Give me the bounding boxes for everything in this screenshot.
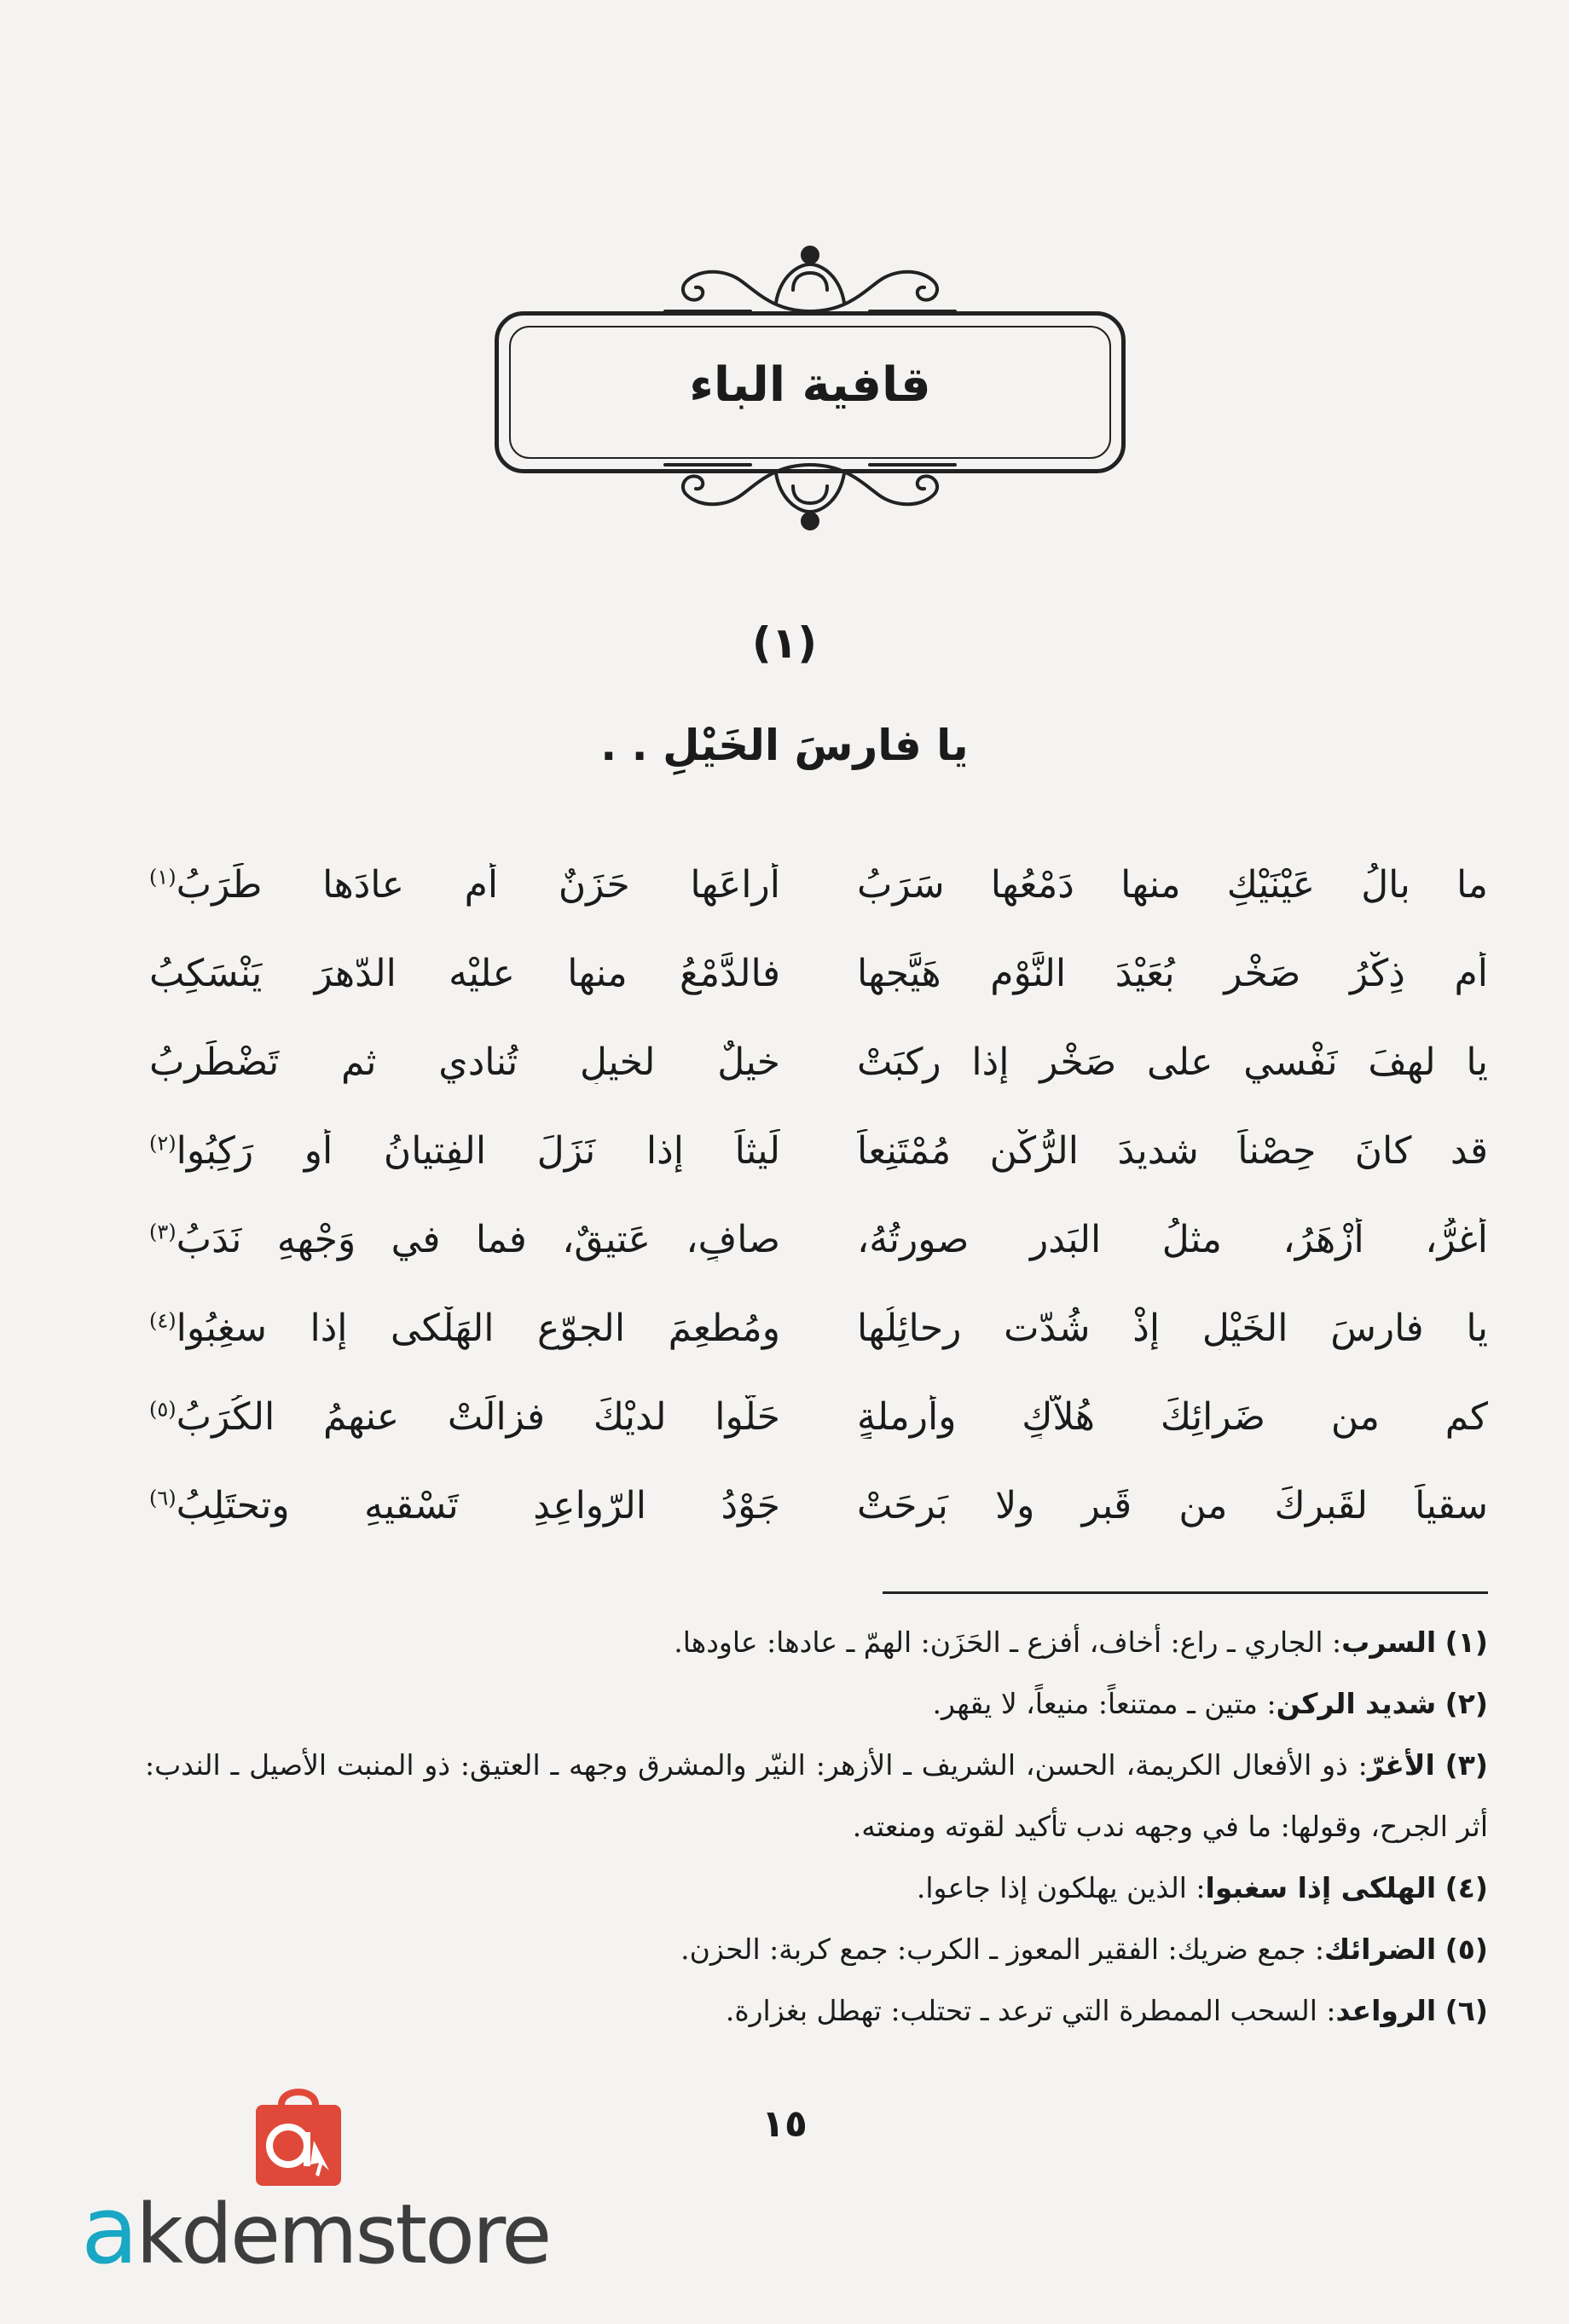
page-number: ١٥ <box>761 2102 808 2146</box>
chapter-title-frame <box>495 311 1126 473</box>
verse-first-hemistich: يا فارسَ الخَيْلِ إذْ شُدّت رحائِلُها <box>857 1306 1488 1350</box>
footnote: (٦) الرواعد: السحب الممطرة التي ترعد ـ تحتلب: تهطل بغزارة. <box>725 1994 1488 2027</box>
verse <box>149 840 1488 929</box>
footnote-ref: (٥) <box>149 1396 177 1421</box>
footnote: (٢) شديد الركن: متين ـ ممتنعاً: منيعاً، لا يقهر. <box>932 1687 1488 1720</box>
verse-first-hemistich: سقياً لقَبرِكَ من قَبرٍ ولا بَرِحَتْ <box>857 1483 1488 1527</box>
title-ornament-bottom-icon <box>648 456 972 533</box>
footnote-divider <box>883 1591 1488 1594</box>
poem-number: (١) <box>751 618 818 668</box>
footnote-ref: (٦) <box>149 1485 177 1510</box>
verse-first-hemistich: قد كانَ حِصْناً شديدَ الرُّكْنِ مُمْتَنِعاً <box>857 1128 1488 1173</box>
footnote-ref: (٢) <box>149 1130 177 1155</box>
verse <box>149 1372 1488 1461</box>
verse-second-hemistich: جَوْدُ الرّواعِدِ تَسْقيهِ وتحتَلِبُ$^{(٦)}$ <box>149 1483 780 1527</box>
verse-first-hemistich: يا لهفَ نَفْسي على صَخْرٍ إذا ركبَتْ <box>857 1040 1488 1084</box>
footnote-term: السرب <box>1341 1626 1437 1659</box>
store-watermark: akdemstore <box>81 2176 550 2285</box>
footnote-term: الرواعد <box>1335 1994 1437 2027</box>
footnote-term: الهلكى إذا سغبوا <box>1205 1871 1437 1904</box>
verse-first-hemistich: أغرُّ، أزْهَرُ، مثلُ البَدرِ صورتُهُ، <box>857 1217 1488 1261</box>
verse-second-hemistich: حَلّوا لديْكَ فزالَتْ عنهمُ الكُرَبُ$^{(٥)}$ <box>149 1394 780 1439</box>
verse <box>149 1106 1488 1195</box>
verse-second-hemistich: فالدَّمْعُ منها عليْه الدّهرَ يَنْسَكِبُ <box>149 951 780 995</box>
footnote-ref: (١) <box>149 864 177 889</box>
verse-first-hemistich: ما بالُ عَيْنَيْكِ منها دَمْعُها سَرَبُ <box>857 862 1488 907</box>
verse-second-hemistich: أراعَها حَزَنٌ أم عادَها طَرَبُ$^{(١)}$ <box>149 862 780 907</box>
verse-second-hemistich: خيلٌ لخيلٍ تُنادي ثم تَضْطَرِبُ <box>149 1040 780 1084</box>
verse-second-hemistich: لَيثاً إذا نَزَلَ الفِتيانُ أو رَكِبُوا$^{(٢)}$ <box>149 1128 780 1173</box>
footnote: (٥) الضرائك: جمع ضريك: الفقير المعوز ـ الكرب: جمع كربة: الحزن. <box>680 1933 1488 1966</box>
verse <box>149 929 1488 1017</box>
verse <box>149 1284 1488 1372</box>
poem-verses <box>149 840 1488 1550</box>
footnote: (١) السرب: الجاري ـ راع: أخاف، أفزع ـ الحَزَن: الهمّ ـ عادها: عاودها. <box>674 1626 1488 1659</box>
footnote-ref: (٤) <box>149 1307 177 1332</box>
footnote-term: الضرائك <box>1323 1933 1437 1966</box>
verse <box>149 1461 1488 1550</box>
title-ornament-top-icon <box>648 243 972 320</box>
verse-second-hemistich: ومُطعِمَ الجوّعِ الهَلْكى إذا سغِبُوا$^{(٤)}$ <box>149 1306 780 1350</box>
footnotes <box>145 1612 1488 2042</box>
footnote-ref: (٣) <box>149 1219 177 1243</box>
chapter-title: قافية الباء <box>689 357 931 413</box>
verse <box>149 1017 1488 1106</box>
store-bag-icon <box>247 2081 350 2192</box>
footnote: (٣) الأغرّ: ذو الأفعال الكريمة، الحسن، الشريف ـ الأزهر: النيّر والمشرق وجهه ـ العتيق: ذو المنبت الأصيل ـ الندب: أثر الجرح، وقولها: ما في وجهه ندب تأكيد لقوته ومنعته. <box>145 1748 1488 1843</box>
verse-first-hemistich: كم من ضَرائِكَ هُلاّكٍ وأرملةٍ <box>857 1394 1488 1439</box>
poem-title: يا فارسَ الخَيْلِ . . <box>600 721 969 770</box>
footnote-term: الأغرّ <box>1367 1748 1435 1782</box>
verse-first-hemistich: أم ذِكْرُ صَخْرٍ بُعَيْدَ النَّوْمِ هَيَّجها <box>857 951 1488 995</box>
verse-second-hemistich: صافٍ، عَتيقٌ، فما في وَجْهِهِ نَدَبُ$^{(٣)}$ <box>149 1217 780 1261</box>
footnote-term: شديد الركن <box>1276 1687 1437 1720</box>
verse <box>149 1195 1488 1284</box>
footnote: (٤) الهلكى إذا سغبوا: الذين يهلكون إذا جاعوا. <box>916 1871 1488 1904</box>
